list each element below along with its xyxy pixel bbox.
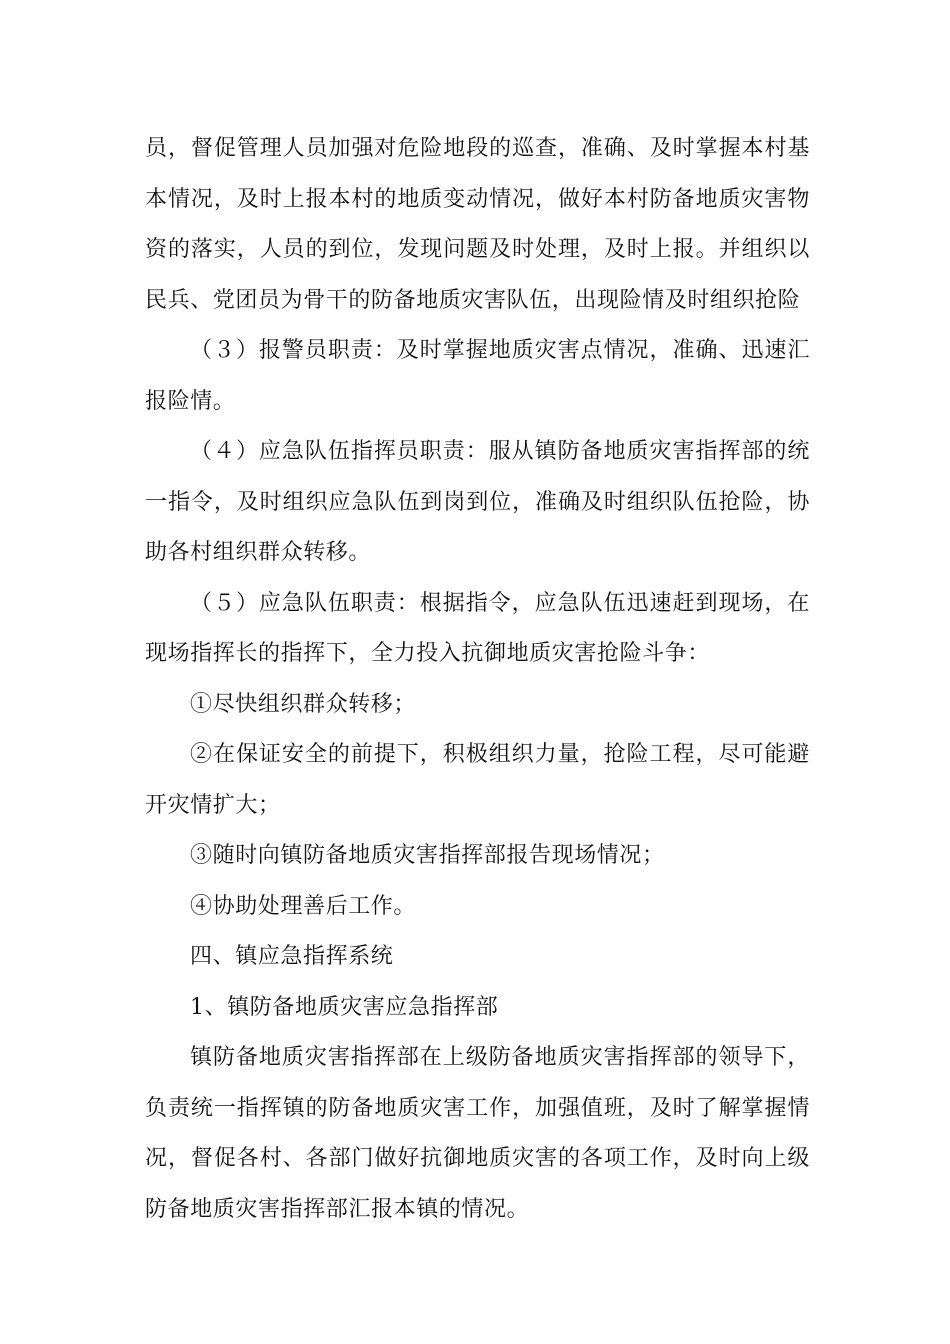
paragraph-alarm-duty: （３）报警员职责：及时掌握地质灾害点情况，准确、迅速汇报险情。 xyxy=(145,338,810,414)
paragraph-team-duty: （５）应急队伍职责：根据指令，应急队伍迅速赶到现场，在现场指挥长的指挥下，全力投入抗御地质灾害抢险斗争： xyxy=(145,590,810,666)
section-heading: 四、镇应急指挥系统 xyxy=(190,944,394,969)
list-item-1: ①尽快组织群众转移； xyxy=(190,691,417,717)
document-body xyxy=(145,124,810,1235)
paragraph-continuation: 员，督促管理人员加强对危险地段的巡查，准确、及时掌握本村基本情况，及时上报本村的地质变动情况，做好本村防备地质灾害物资的落实，人员的到位，发现问题及时处理，及时上报。并组织以民兵、党团员为骨干的防备地质灾害队伍，出现险情及时组织抢险 xyxy=(145,136,810,313)
list-item-4: ④协助处理善后工作。 xyxy=(190,893,417,919)
list-item-2: ②在保证安全的前提下，积极组织力量，抢险工程，尽可能避开灾情扩大； xyxy=(145,742,810,818)
subsection-heading: 1、镇防备地质灾害应急指挥部 xyxy=(190,994,499,1020)
list-item-3: ③随时向镇防备地质灾害指挥部报告现场情况； xyxy=(190,843,665,868)
paragraph-headquarters: 镇防备地质灾害指挥部在上级防备地质灾害指挥部的领导下，负责统一指挥镇的防备地质灾害工作，加强值班，及时了解掌握情况，督促各村、各部门做好抗御地质灾害的各项工作，及时向上级防备地质灾害指挥部汇报本镇的情况。 xyxy=(145,1045,810,1222)
paragraph-commander-duty: （４）应急队伍指挥员职责：服从镇防备地质灾害指挥部的统一指令，及时组织应急队伍到岗到位，准确及时组织队伍抢险，协助各村组织群众转移。 xyxy=(145,439,810,565)
